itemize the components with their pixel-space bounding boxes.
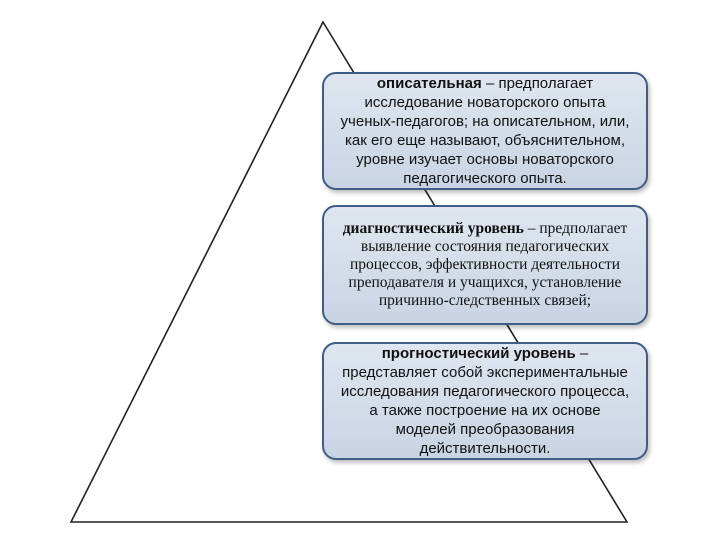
level-box-diagnostic [322, 205, 648, 325]
level-term-prognostic: прогностический уровень [381, 345, 576, 362]
level-text-descriptive [338, 74, 632, 188]
level-description-prognostic: – представляет собой экспериментальные исследования педагогического процесса, а также построение на их основе моделей преобразования действительности. [340, 345, 630, 457]
level-box-prognostic [322, 342, 648, 460]
level-box-descriptive [322, 72, 648, 190]
level-description-diagnostic: – предполагает выявление состояния педагогических процессов, эффективности деятельности преподавателя и учащихся, установление причинно-следственных связей; [348, 220, 628, 309]
level-text-diagnostic [338, 220, 632, 310]
level-text-prognostic [338, 344, 632, 458]
level-description-descriptive: – предполагает исследование новаторского опыта ученых-педагогов; на описательном, или, как его еще называют, объяснительном, уровне изучает основы новаторского педагогического опыта. [340, 75, 630, 187]
level-term-diagnostic: диагностический уровень [342, 220, 524, 237]
level-term-descriptive: описательная [376, 75, 482, 92]
